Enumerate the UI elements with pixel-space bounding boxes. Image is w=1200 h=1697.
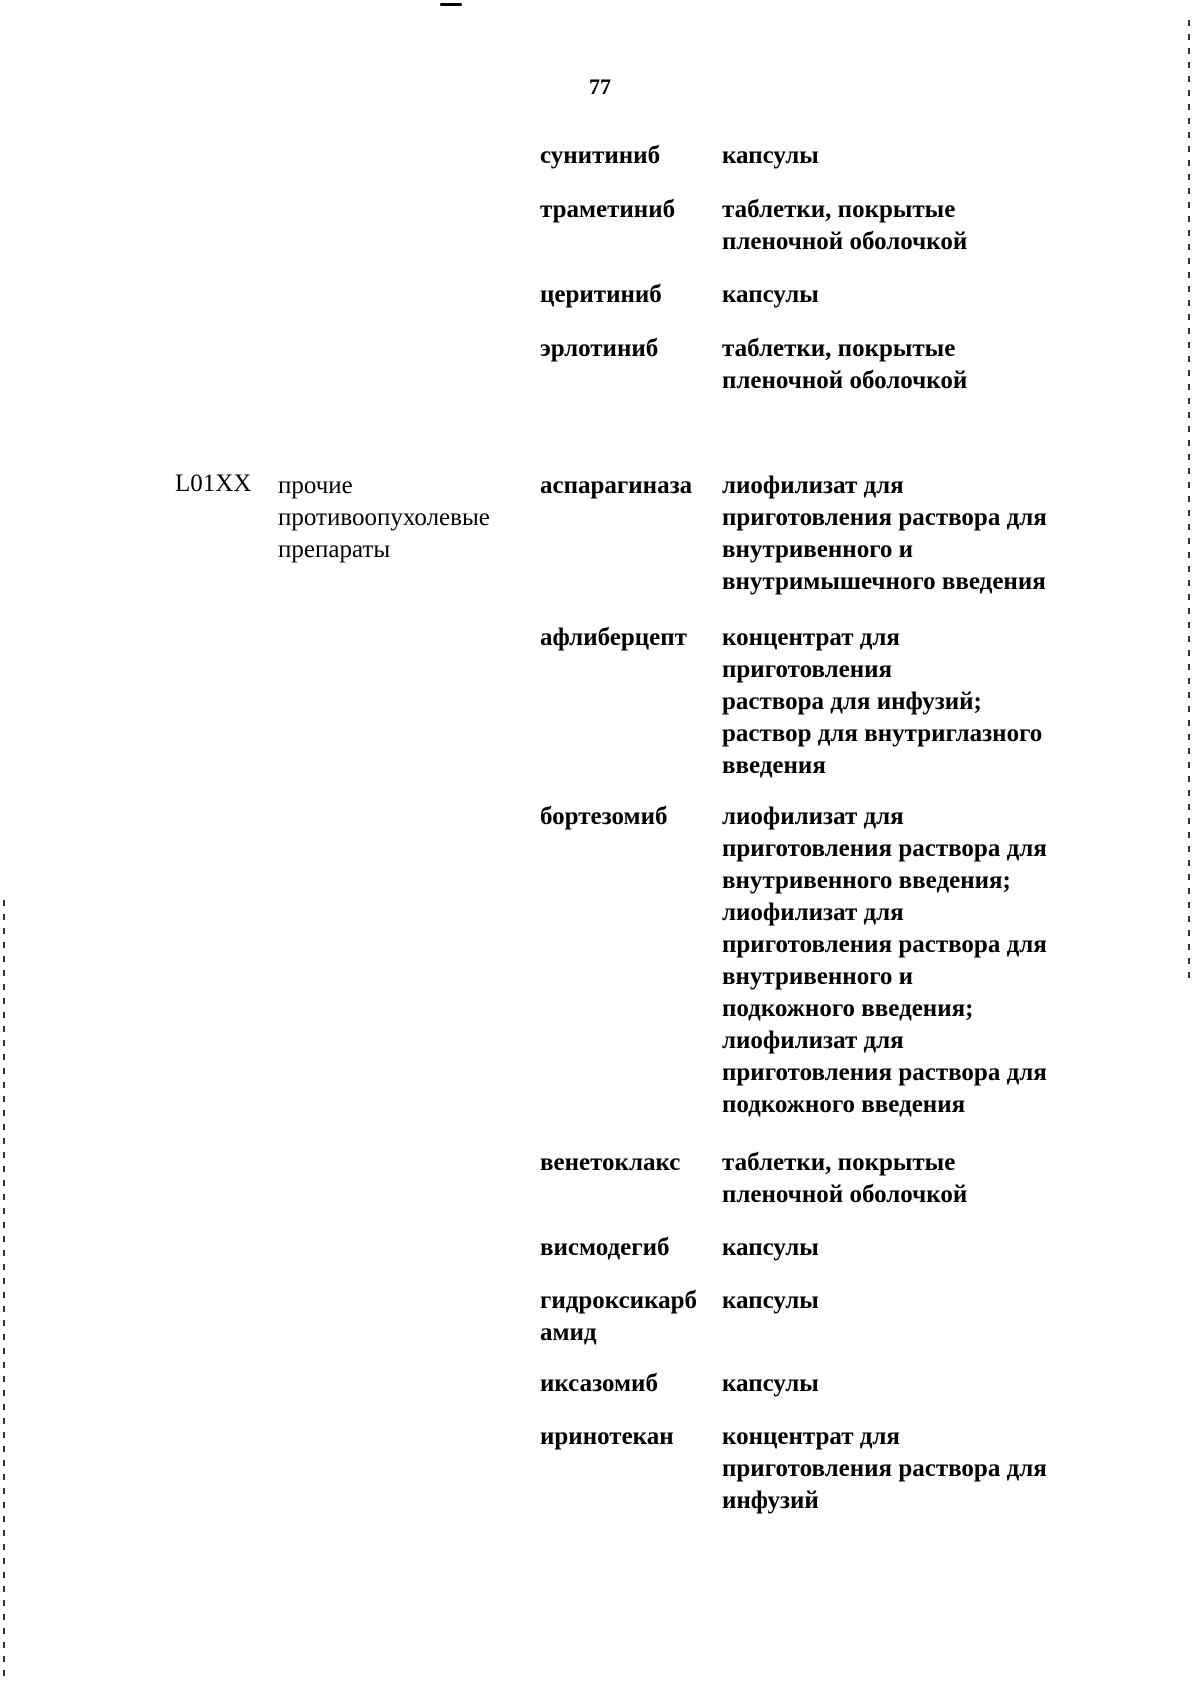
- dosage-form-line: таблетки, покрытые: [722, 196, 956, 223]
- dosage-form-line: лиофилизат для: [722, 803, 904, 830]
- dosage-form-line: внутривенного и: [722, 963, 914, 990]
- scan-edge-right: [1188, 20, 1190, 980]
- drug-dosage-form: [722, 1421, 1102, 1517]
- drug-name: [540, 194, 720, 226]
- drug-name-line: венетоклакс: [540, 1149, 681, 1176]
- dosage-form-line: приготовления раствора для: [722, 931, 1047, 958]
- dosage-form-line: таблетки, покрытые: [722, 335, 956, 362]
- section-name: [278, 470, 490, 566]
- drug-name-line: амид: [540, 1319, 597, 1346]
- drug-name: [540, 279, 720, 311]
- dosage-form-line: приготовления раствора для: [722, 1455, 1047, 1482]
- drug-name: [540, 1147, 720, 1179]
- dosage-form-line: введения: [722, 752, 826, 779]
- drug-name-line: иринотекан: [540, 1423, 674, 1450]
- dosage-form-line: таблетки, покрытые: [722, 1149, 956, 1176]
- dosage-form-line: концентрат для: [722, 624, 900, 651]
- drug-dosage-form: [722, 801, 1102, 1121]
- dosage-form-line: капсулы: [722, 142, 819, 169]
- drug-name-line: иксазомиб: [540, 1370, 658, 1397]
- dosage-form-line: приготовления: [722, 656, 893, 683]
- drug-name: [540, 622, 720, 654]
- drug-name: [540, 1232, 720, 1264]
- drug-name-line: траметиниб: [540, 196, 676, 223]
- section-name-line: противоопухолевые: [278, 504, 490, 531]
- drug-dosage-form: [722, 333, 1102, 397]
- drug-name: [540, 333, 720, 365]
- section-name-line: прочие: [278, 472, 353, 499]
- drug-name: [540, 140, 720, 172]
- dosage-form-line: внутривенного и: [722, 536, 914, 563]
- page-number: 77: [589, 74, 611, 99]
- drug-dosage-form: [722, 1285, 1102, 1317]
- drug-name: [540, 1285, 720, 1349]
- dosage-form-line: пленочной оболочкой: [722, 1181, 968, 1208]
- dosage-form-line: лиофилизат для: [722, 472, 904, 499]
- dosage-form-line: приготовления раствора для: [722, 1059, 1047, 1086]
- drug-dosage-form: [722, 1368, 1102, 1400]
- dosage-form-line: пленочной оболочкой: [722, 367, 968, 394]
- dosage-form-line: капсулы: [722, 1370, 819, 1397]
- drug-dosage-form: [722, 140, 1102, 172]
- drug-name-line: аспарагиназа: [540, 472, 693, 499]
- drug-name-line: висмодегиб: [540, 1234, 670, 1261]
- dosage-form-line: приготовления раствора для: [722, 835, 1047, 862]
- drug-dosage-form: [722, 1232, 1102, 1264]
- dosage-form-line: приготовления раствора для: [722, 504, 1047, 531]
- dosage-form-line: капсулы: [722, 1234, 819, 1261]
- dosage-form-line: пленочной оболочкой: [722, 228, 968, 255]
- dosage-form-line: внутримышечного введения: [722, 568, 1046, 595]
- drug-dosage-form: [722, 279, 1102, 311]
- drug-dosage-form: [722, 1147, 1102, 1211]
- dosage-form-line: лиофилизат для: [722, 899, 904, 926]
- drug-name: [540, 1421, 720, 1453]
- dosage-form-line: подкожного введения: [722, 1091, 966, 1118]
- drug-name-line: афлиберцепт: [540, 624, 687, 651]
- dosage-form-line: капсулы: [722, 281, 819, 308]
- dosage-form-line: концентрат для: [722, 1423, 900, 1450]
- section-code: L01XX: [175, 470, 252, 497]
- drug-name-line: гидроксикарб: [540, 1287, 698, 1314]
- scan-artifact-top: [440, 3, 462, 6]
- dosage-form-line: внутривенного введения;: [722, 867, 1011, 894]
- dosage-form-line: лиофилизат для: [722, 1027, 904, 1054]
- dosage-form-line: капсулы: [722, 1287, 819, 1314]
- drug-name-line: эрлотиниб: [540, 335, 659, 362]
- drug-dosage-form: [722, 470, 1102, 598]
- dosage-form-line: подкожного введения;: [722, 995, 974, 1022]
- section-name-line: препараты: [278, 536, 391, 563]
- drug-name-line: бортезомиб: [540, 803, 668, 830]
- dosage-form-line: раствор для внутриглазного: [722, 720, 1043, 747]
- scan-edge-left: [3, 900, 5, 1680]
- drug-dosage-form: [722, 194, 1102, 258]
- drug-name: [540, 801, 720, 833]
- drug-name-line: церитиниб: [540, 281, 662, 308]
- dosage-form-line: раствора для инфузий;: [722, 688, 982, 715]
- drug-name-line: сунитиниб: [540, 142, 661, 169]
- drug-name: [540, 470, 720, 502]
- drug-name: [540, 1368, 720, 1400]
- drug-dosage-form: [722, 622, 1102, 782]
- dosage-form-line: инфузий: [722, 1487, 819, 1514]
